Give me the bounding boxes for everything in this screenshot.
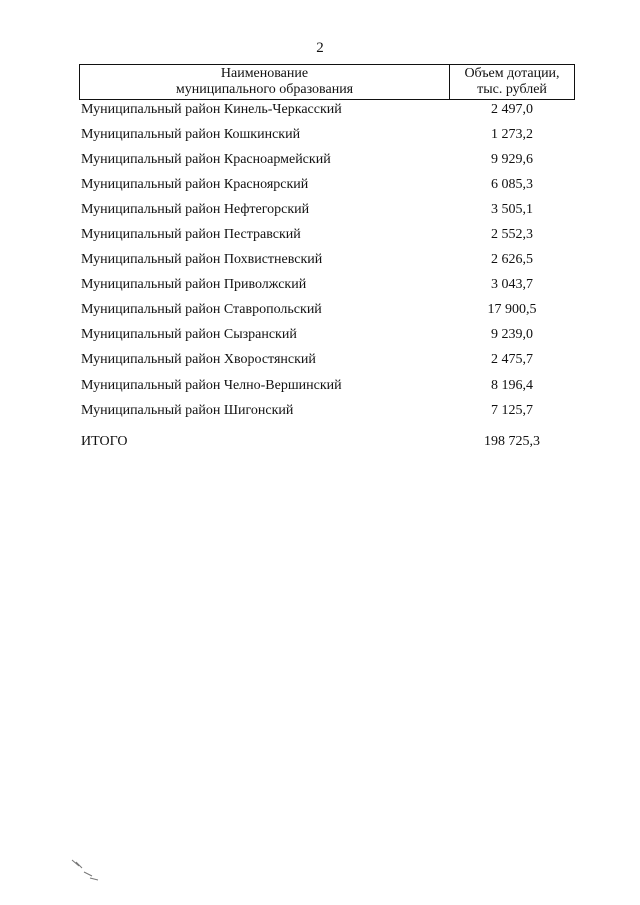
row-name: Муниципальный район Кинель-Черкасский <box>81 101 342 117</box>
header-name-line1: Наименование <box>220 66 309 81</box>
table-row <box>81 373 575 398</box>
table-body <box>81 97 575 423</box>
row-value: 2 497,0 <box>491 101 533 117</box>
row-value: 3 505,1 <box>491 201 533 217</box>
row-name: Муниципальный район Пестравский <box>81 227 301 243</box>
row-name: Муниципальный район Сызранский <box>81 327 297 343</box>
row-name: Муниципальный район Кошкинский <box>81 126 301 142</box>
row-name: Муниципальный район Шигонский <box>81 402 294 418</box>
table-row <box>81 273 575 298</box>
table-row <box>81 222 575 247</box>
row-value: 17 900,5 <box>487 302 537 318</box>
table-row <box>81 197 575 222</box>
header-name-cell <box>80 65 450 99</box>
table-header <box>79 64 575 100</box>
scan-artifact-mark <box>70 858 104 884</box>
row-value: 6 085,3 <box>491 176 533 192</box>
row-name: Муниципальный район Красноармейский <box>81 151 331 167</box>
header-value-cell <box>450 65 574 99</box>
row-value: 2 626,5 <box>491 252 533 268</box>
table-row <box>81 97 575 122</box>
row-name: Муниципальный район Нефтегорский <box>81 201 310 217</box>
row-value: 3 043,7 <box>491 277 533 293</box>
total-value: 198 725,3 <box>484 434 540 449</box>
row-value: 8 196,4 <box>491 377 533 393</box>
row-value: 2 552,3 <box>491 227 533 243</box>
row-value: 1 273,2 <box>491 126 533 142</box>
row-value: 2 475,7 <box>491 352 533 368</box>
row-name: Муниципальный район Ставропольский <box>81 302 322 318</box>
table-row <box>81 348 575 373</box>
row-name: Муниципальный район Хворостянский <box>81 352 316 368</box>
total-row <box>81 431 575 453</box>
page-number: 2 <box>316 40 324 56</box>
row-value: 9 239,0 <box>491 327 533 343</box>
table-row <box>81 323 575 348</box>
table-row <box>81 172 575 197</box>
table-row <box>81 147 575 172</box>
header-value-line2: тыс. рублей <box>477 82 547 97</box>
header-value-line1: Объем дотации, <box>464 66 560 81</box>
table-row <box>81 298 575 323</box>
row-name: Муниципальный район Красноярский <box>81 176 309 192</box>
row-name: Муниципальный район Челно-Вершинский <box>81 377 342 393</box>
table-row <box>81 398 575 423</box>
row-name: Муниципальный район Похвистневский <box>81 252 323 268</box>
row-name: Муниципальный район Приволжский <box>81 277 307 293</box>
row-value: 9 929,6 <box>491 151 533 167</box>
row-value: 7 125,7 <box>491 402 533 418</box>
table-row <box>81 122 575 147</box>
total-label: ИТОГО <box>81 434 128 449</box>
header-name-line2: муниципального образования <box>175 82 354 97</box>
table-row <box>81 248 575 273</box>
